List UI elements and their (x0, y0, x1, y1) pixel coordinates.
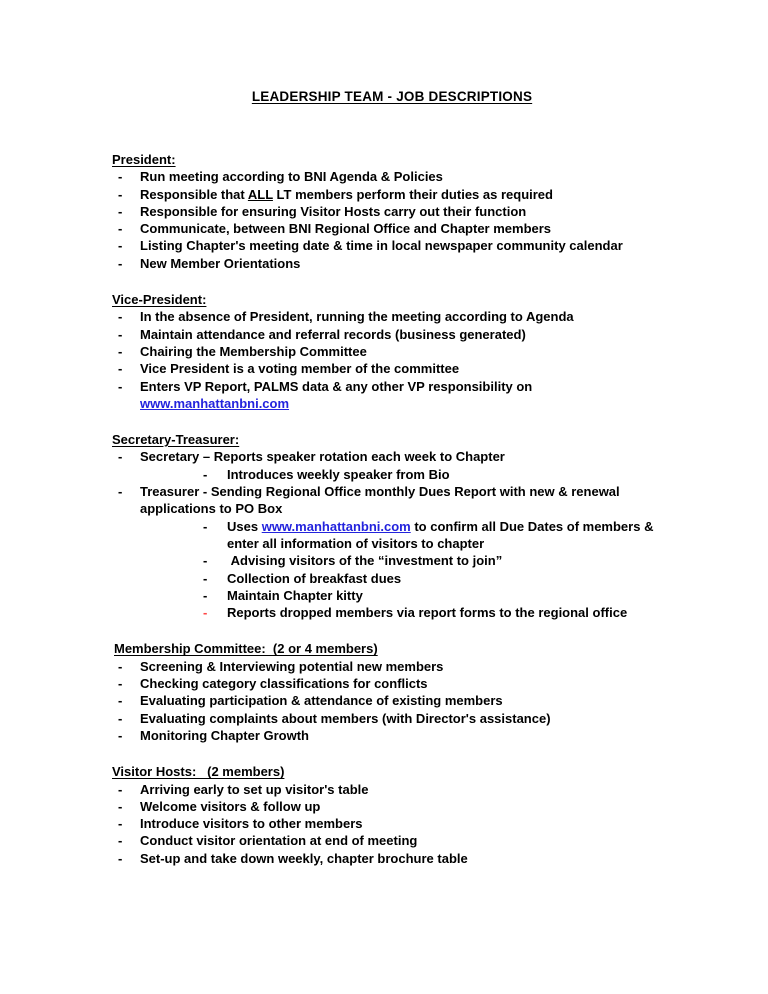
bullet-dash-icon: - (118, 221, 123, 237)
text-run: Responsible that (140, 186, 248, 202)
list-item (112, 781, 672, 798)
bullet-dash-icon: - (203, 587, 208, 603)
text-run: Enters VP Report, PALMS data & any other VP responsibility on (140, 378, 536, 394)
list-item-text: Introduces weekly speaker from Bio (227, 466, 450, 482)
list-item-text: Maintain attendance and referral records (business generated) (140, 326, 526, 342)
section-heading (112, 763, 672, 780)
list-item-text: Run meeting according to BNI Agenda & Policies (140, 169, 443, 185)
list-item-text (140, 378, 672, 413)
document-body (112, 88, 672, 867)
bullet-dash-icon: - (118, 816, 123, 832)
list-item-text: Vice President is a voting member of the committee (140, 361, 460, 377)
list-item (112, 850, 672, 867)
list-item (112, 727, 672, 744)
section (112, 431, 672, 621)
bullet-dash-icon: - (118, 781, 123, 797)
section (112, 640, 672, 744)
bullet-dash-icon: - (118, 676, 123, 692)
section-heading (112, 151, 672, 168)
list-item-text: Checking category classifications for conflicts (140, 676, 428, 692)
bullet-dash-icon: - (118, 238, 123, 254)
list-item (112, 710, 672, 727)
bullet-list (112, 781, 672, 867)
list-item-text: Arriving early to set up visitor's table (140, 781, 369, 797)
list-item-text: Maintain Chapter kitty (227, 587, 363, 603)
list-item-text: Listing Chapter's meeting date & time in local newspaper community calendar (140, 238, 623, 254)
section-heading-text: Vice-President: (112, 292, 207, 308)
section-heading-text: Membership Committee: (2 or 4 members) (114, 641, 378, 657)
list-item-text: Introduce visitors to other members (140, 816, 363, 832)
external-link[interactable]: www.manhattanbni.com (140, 395, 290, 411)
list-item-text: Evaluating participation & attendance of existing members (140, 693, 503, 709)
list-item (112, 587, 672, 604)
bullet-list (112, 448, 672, 621)
bullet-dash-icon: - (118, 449, 123, 465)
sections-container (112, 151, 672, 867)
bullet-dash-icon: - (118, 343, 123, 359)
list-item (112, 815, 672, 832)
section-heading (112, 291, 672, 308)
section (112, 763, 672, 867)
list-item (112, 168, 672, 185)
list-item-text: In the absence of President, running the meeting according to Agenda (140, 309, 574, 325)
section-heading-text: President: (112, 152, 176, 167)
list-item-text: Screening & Interviewing potential new members (140, 658, 444, 674)
external-link[interactable]: www.manhattanbni.com (261, 518, 411, 534)
bullet-dash-icon: - (203, 570, 208, 586)
section-heading (112, 431, 672, 448)
list-item (112, 378, 672, 413)
list-item (112, 798, 672, 815)
bullet-dash-icon: - (118, 658, 123, 674)
list-item-text: Monitoring Chapter Growth (140, 727, 309, 743)
bullet-dash-icon: - (118, 326, 123, 342)
page-title (112, 88, 672, 105)
bullet-dash-icon: - (118, 833, 123, 849)
section-heading-text: Visitor Hosts: (2 members) (112, 764, 285, 780)
list-item (112, 658, 672, 675)
list-item (112, 326, 672, 343)
page-title-text: LEADERSHIP TEAM - JOB DESCRIPTIONS (251, 89, 533, 104)
list-item-text: Communicate, between BNI Regional Office and Chapter members (140, 221, 552, 237)
list-item-text: Advising visitors of the “investment to join” (227, 553, 503, 569)
bullet-dash-icon-red: - (203, 605, 208, 621)
list-item-text: Collection of breakfast dues (227, 570, 402, 586)
list-item-text: Reports dropped members via report forms to the regional office (227, 605, 628, 621)
bullet-dash-icon: - (118, 727, 123, 743)
list-item (112, 518, 672, 553)
list-item (112, 448, 672, 465)
bullet-dash-icon: - (118, 186, 123, 202)
list-item-text: Chairing the Membership Committee (140, 343, 367, 359)
bullet-dash-icon: - (118, 309, 123, 325)
list-item-text: New Member Orientations (140, 255, 301, 271)
list-item-text: Treasurer - Sending Regional Office monthly Dues Report with new & renewal applications to PO Box (140, 484, 624, 517)
text-run: LT members perform their duties as required (272, 186, 553, 202)
bullet-dash-icon: - (203, 518, 208, 534)
text-run: to confirm all Due Dates of members & enter all information of visitors to chapter (227, 518, 658, 551)
section-heading (112, 640, 672, 657)
list-item (112, 483, 672, 518)
bullet-dash-icon: - (118, 850, 123, 866)
bullet-dash-icon: - (118, 361, 123, 377)
emphasis-text: ALL (247, 186, 273, 202)
bullet-dash-icon: - (118, 693, 123, 709)
bullet-dash-icon: - (203, 553, 208, 569)
bullet-list (112, 658, 672, 744)
list-item-text: Responsible for ensuring Visitor Hosts carry out their function (140, 203, 527, 219)
bullet-dash-icon: - (118, 484, 123, 500)
bullet-list (112, 168, 672, 272)
list-item-text: Set-up and take down weekly, chapter brochure table (140, 850, 468, 866)
bullet-dash-icon: - (118, 378, 123, 394)
list-item (112, 832, 672, 849)
list-item (112, 203, 672, 220)
list-item (112, 237, 672, 254)
bullet-dash-icon: - (118, 203, 123, 219)
bullet-dash-icon: - (118, 798, 123, 814)
list-item (112, 604, 672, 621)
list-item (112, 308, 672, 325)
list-item (112, 552, 672, 569)
list-item (112, 255, 672, 272)
list-item (112, 675, 672, 692)
list-item-text (140, 186, 672, 203)
list-item (112, 360, 672, 377)
list-item (112, 692, 672, 709)
bullet-dash-icon: - (118, 169, 123, 185)
text-run: Uses (227, 518, 262, 534)
list-item-text: Conduct visitor orientation at end of meeting (140, 833, 418, 849)
list-item-text: Secretary – Reports speaker rotation each week to Chapter (140, 449, 505, 465)
list-item-text: Welcome visitors & follow up (140, 798, 321, 814)
list-item (112, 466, 672, 483)
list-item (112, 570, 672, 587)
list-item (112, 343, 672, 360)
bullet-list (112, 308, 672, 412)
bullet-dash-icon: - (203, 466, 208, 482)
list-item (112, 220, 672, 237)
list-item (112, 186, 672, 203)
section (112, 291, 672, 412)
section-heading-text: Secretary-Treasurer: (112, 432, 240, 448)
bullet-dash-icon: - (118, 710, 123, 726)
list-item-text: Evaluating complaints about members (with Director's assistance) (140, 710, 551, 726)
bullet-dash-icon: - (118, 255, 123, 271)
list-item-text (227, 518, 672, 553)
section (112, 151, 672, 272)
